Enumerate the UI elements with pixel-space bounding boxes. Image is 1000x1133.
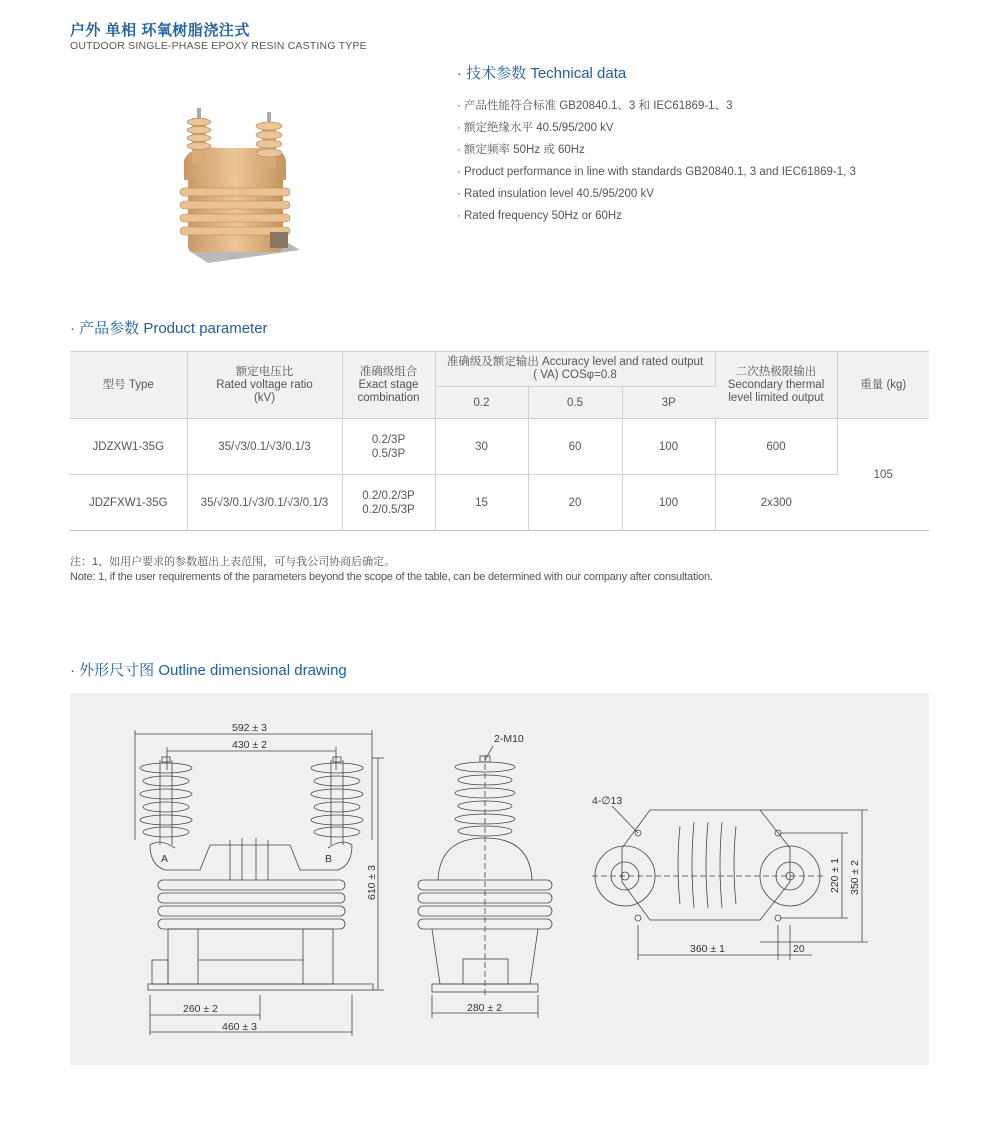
cell-acc-3p: 100 xyxy=(622,475,715,531)
cell-voltage: 35/√3/0.1/√3/0.1/√3/0.1/3 xyxy=(187,475,342,531)
table-row xyxy=(70,419,929,475)
tech-item: · Product performance in line with standards GB20840.1, 3 and IEC61869-1, 3 xyxy=(457,166,856,178)
label-b: B xyxy=(325,853,333,865)
header-acc-3p: 3P xyxy=(622,387,715,419)
cell-type: JDZFXW1-35G xyxy=(70,475,187,531)
cell-thermal: 600 xyxy=(715,419,837,475)
note-cn: 注：1、如用户要求的参数超出上表范围，可与我公司协商后确定。 xyxy=(70,556,396,568)
tech-item: · 额定频率 50Hz 或 60Hz xyxy=(457,144,585,156)
cell-acc-02: 30 xyxy=(435,419,528,475)
product-parameter-table xyxy=(70,351,929,531)
dim-20: 20 xyxy=(793,943,805,955)
cell-type: JDZXW1-35G xyxy=(70,419,187,475)
tech-item: · 产品性能符合标准 GB20840.1、3 和 IEC61869-1、3 xyxy=(457,100,733,112)
cell-weight: 105 xyxy=(873,468,893,481)
cell-combination: 0.2/3P 0.5/3P xyxy=(342,419,435,475)
dim-280: 280 ± 2 xyxy=(467,1002,502,1014)
cell-acc-02: 15 xyxy=(435,475,528,531)
header-combination: 准确级组合 Exact stage combination xyxy=(342,352,435,419)
label-a: A xyxy=(161,853,169,865)
dim-610: 610 ± 3 xyxy=(366,865,378,900)
dim-460: 460 ± 3 xyxy=(222,1021,257,1033)
tech-item: · Rated frequency 50Hz or 60Hz xyxy=(457,210,622,222)
outline-drawing xyxy=(70,693,929,1065)
cell-acc-3p: 100 xyxy=(622,419,715,475)
header-voltage: 额定电压比 Rated voltage ratio (kV) xyxy=(187,352,342,419)
dim-360: 360 ± 1 xyxy=(690,943,725,955)
dim-hole: 4-∅13 xyxy=(592,795,623,807)
cell-acc-05: 20 xyxy=(528,475,622,531)
cell-combination: 0.2/0.2/3P 0.2/0.5/3P xyxy=(342,475,435,531)
product-heading: · 产品参数 Product parameter xyxy=(70,320,268,337)
technical-list xyxy=(457,95,856,227)
table-row xyxy=(70,475,929,531)
dim-260: 260 ± 2 xyxy=(183,1003,218,1015)
header-acc-02: 0.2 xyxy=(435,387,528,419)
outline-heading: · 外形尺寸图 Outline dimensional drawing xyxy=(70,662,347,679)
page-subtitle: OUTDOOR SINGLE-PHASE EPOXY RESIN CASTING TYPE xyxy=(70,40,367,52)
dim-592: 592 ± 3 xyxy=(232,722,267,734)
page-title: 户外 单相 环氧树脂浇注式 xyxy=(70,22,250,39)
cell-thermal: 2x300 xyxy=(760,496,792,509)
header-thermal: 二次热极限输出 Secondary thermal level limited output xyxy=(715,352,837,419)
header-weight: 重量 (kg) xyxy=(860,378,907,391)
dim-2-m10: 2-M10 xyxy=(494,733,524,745)
cell-voltage: 35/√3/0.1/√3/0.1/3 xyxy=(187,419,342,475)
header-acc-05: 0.5 xyxy=(528,387,622,419)
dim-220: 220 ± 1 xyxy=(829,858,841,893)
note-en: Note: 1, if the user requirements of the parameters beyond the scope of the table, can be determined with our company after consultation. xyxy=(70,571,713,583)
tech-item: · 额定绝缘水平 40.5/95/200 kV xyxy=(457,122,614,134)
technical-heading: · 技术参数 Technical data xyxy=(457,65,627,82)
tech-item: · Rated insulation level 40.5/95/200 kV xyxy=(457,188,654,200)
product-photo xyxy=(170,100,305,265)
dim-350: 350 ± 2 xyxy=(849,860,861,895)
cell-acc-05: 60 xyxy=(528,419,622,475)
header-type: 型号 Type xyxy=(70,352,187,419)
dim-430: 430 ± 2 xyxy=(232,739,267,751)
header-accuracy: 准确级及额定输出 Accuracy level and rated output ( VA) COSφ=0.8 xyxy=(435,352,715,387)
